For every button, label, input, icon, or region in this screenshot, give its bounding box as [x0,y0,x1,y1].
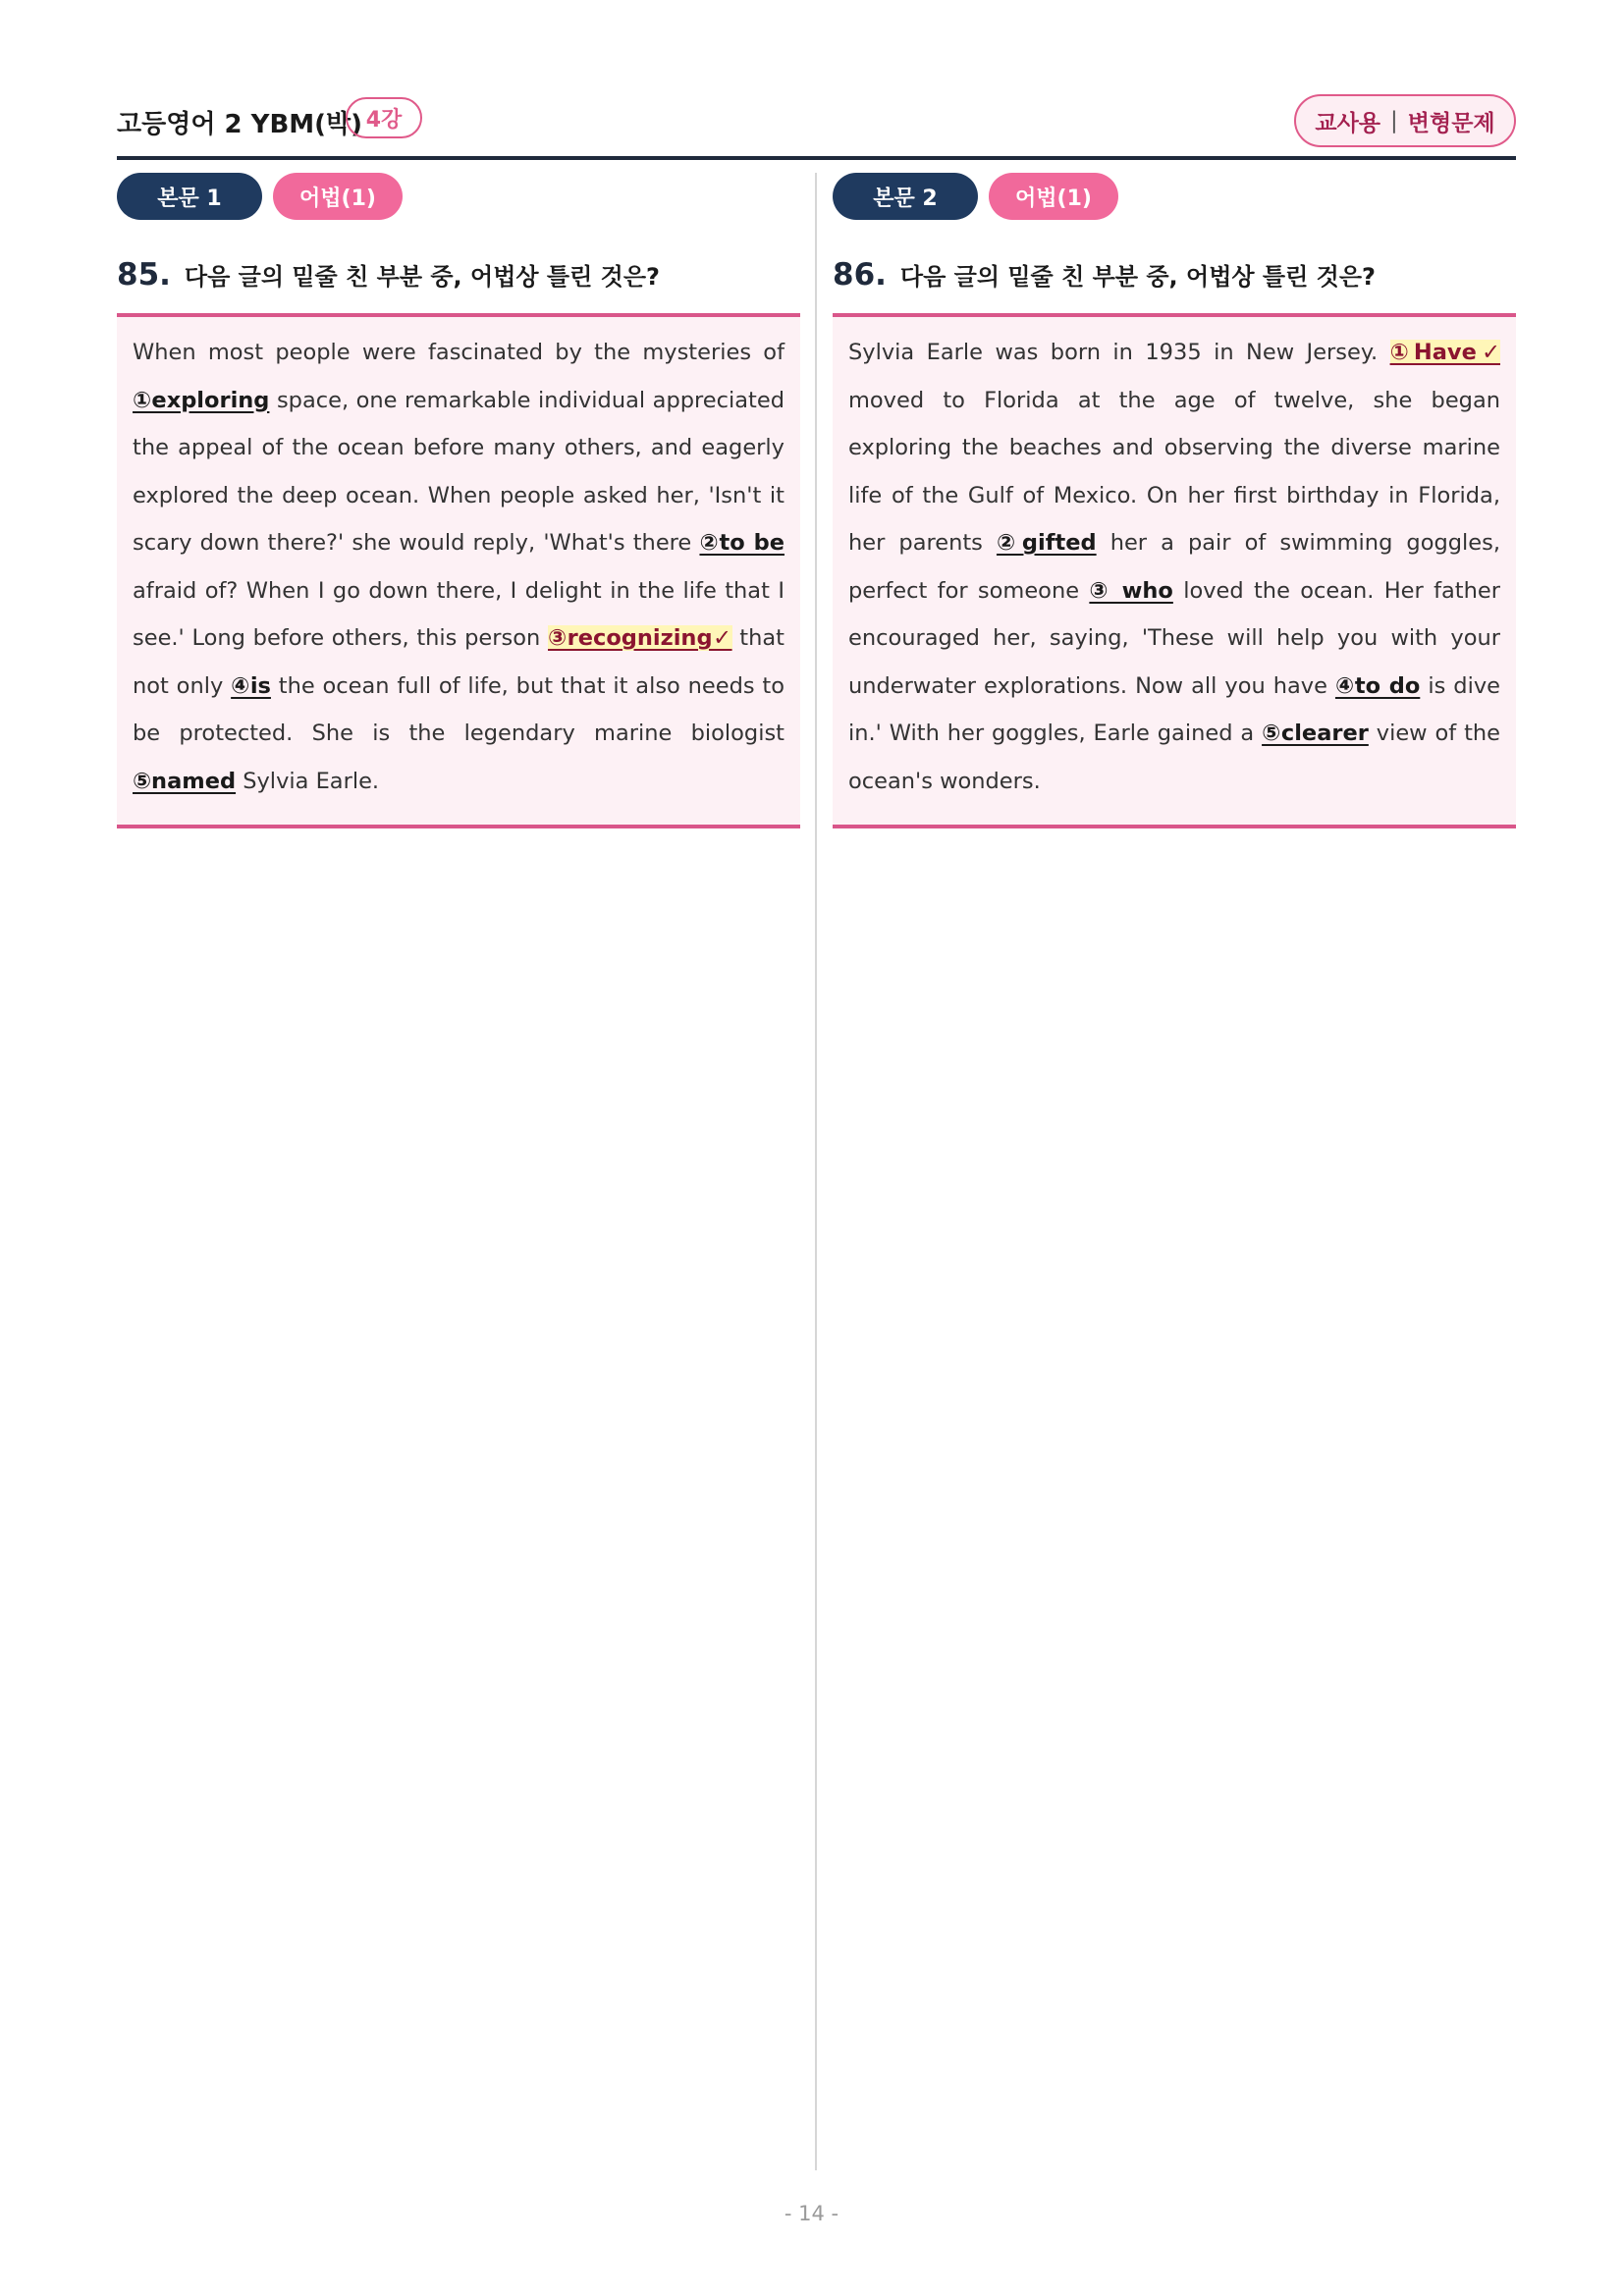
role-label: 교사용 [1315,110,1381,136]
underlined-choice: ⑤clearer [1262,721,1369,746]
passage-text: Sylvia Earle was born in 1935 in New Jersey. [848,340,1390,365]
question-header [117,257,800,293]
passage-box [117,313,800,828]
category-tag: 어법(1) [273,173,403,220]
passage-text: Sylvia Earle. [236,768,380,794]
passage-text: When most people were fascinated by the mysteries of [133,340,784,365]
question-column-86 [833,173,1516,794]
passage-text: the ocean full of life, but that it also needs to be protected. She is the legendary marine biologist [133,672,785,746]
passage-text: space, one remarkable individual appreciated the appeal of the ocean before many others, and eagerly explored the deep ocean. When people asked her, 'Isn't it scary down there?' she would reply, 'What's there [133,387,784,556]
passage-box [833,313,1516,828]
role-separator: | [1390,108,1398,133]
question-tags [833,173,1516,222]
passage-text: that not only [133,625,784,699]
passage-text: her a pair of swimming goggles, perfect for someone [848,530,1500,604]
type-label: 변형문제 [1407,110,1495,136]
underlined-choice: ③ who [1089,577,1173,604]
answer-underlined-choice: ①Have✓ [1389,340,1500,365]
passage-text: is dive in.' With her goggles, Earle gained a [848,672,1500,746]
underlined-choice: ④is [231,672,271,699]
underlined-choice: ④to do [1334,672,1421,699]
lesson-badge: 4강 [346,97,422,138]
question-number: 86. [833,257,887,293]
page-header [117,94,1516,159]
course-title: 고등영어 2 YBM(박) [117,110,363,139]
underlined-choice: ②to be [699,530,784,556]
category-tag: 어법(1) [989,173,1118,220]
passage-text: view of the ocean's wonders. [848,721,1500,794]
passage-text: loved the ocean. Her father encouraged her, saying, 'These will help you with your underwater explorations. Now all you have [848,577,1500,699]
underlined-choice: ②gifted [996,530,1097,556]
passage-text: moved to Florida at the age of twelve, she began exploring the beaches and observing the diverse marine life of the Gulf of Mexico. On her first birthday in Florida, her parents [848,387,1500,556]
role-badge [1294,94,1516,147]
question-text: 다음 글의 밑줄 친 부분 중, 어법상 틀린 것은? [899,263,1376,291]
passage-tag: 본문 1 [117,173,262,220]
passage-tag: 본문 2 [833,173,978,220]
header-rule [117,156,1516,160]
question-header [833,257,1516,293]
page-number: - 14 - [784,2202,839,2225]
question-column-85 [117,173,800,794]
question-text: 다음 글의 밑줄 친 부분 중, 어법상 틀린 것은? [184,263,660,291]
question-tags [117,173,800,222]
passage-text: afraid of? When I go down there, I delight in the life that I see.' Long before others, this person [133,577,784,651]
underlined-choice: ⑤named [133,768,237,794]
question-number: 85. [117,257,171,293]
column-divider [815,173,817,2170]
answer-underlined-choice: ③recognizing✓ [548,625,732,651]
underlined-choice: ①exploring [133,387,270,413]
